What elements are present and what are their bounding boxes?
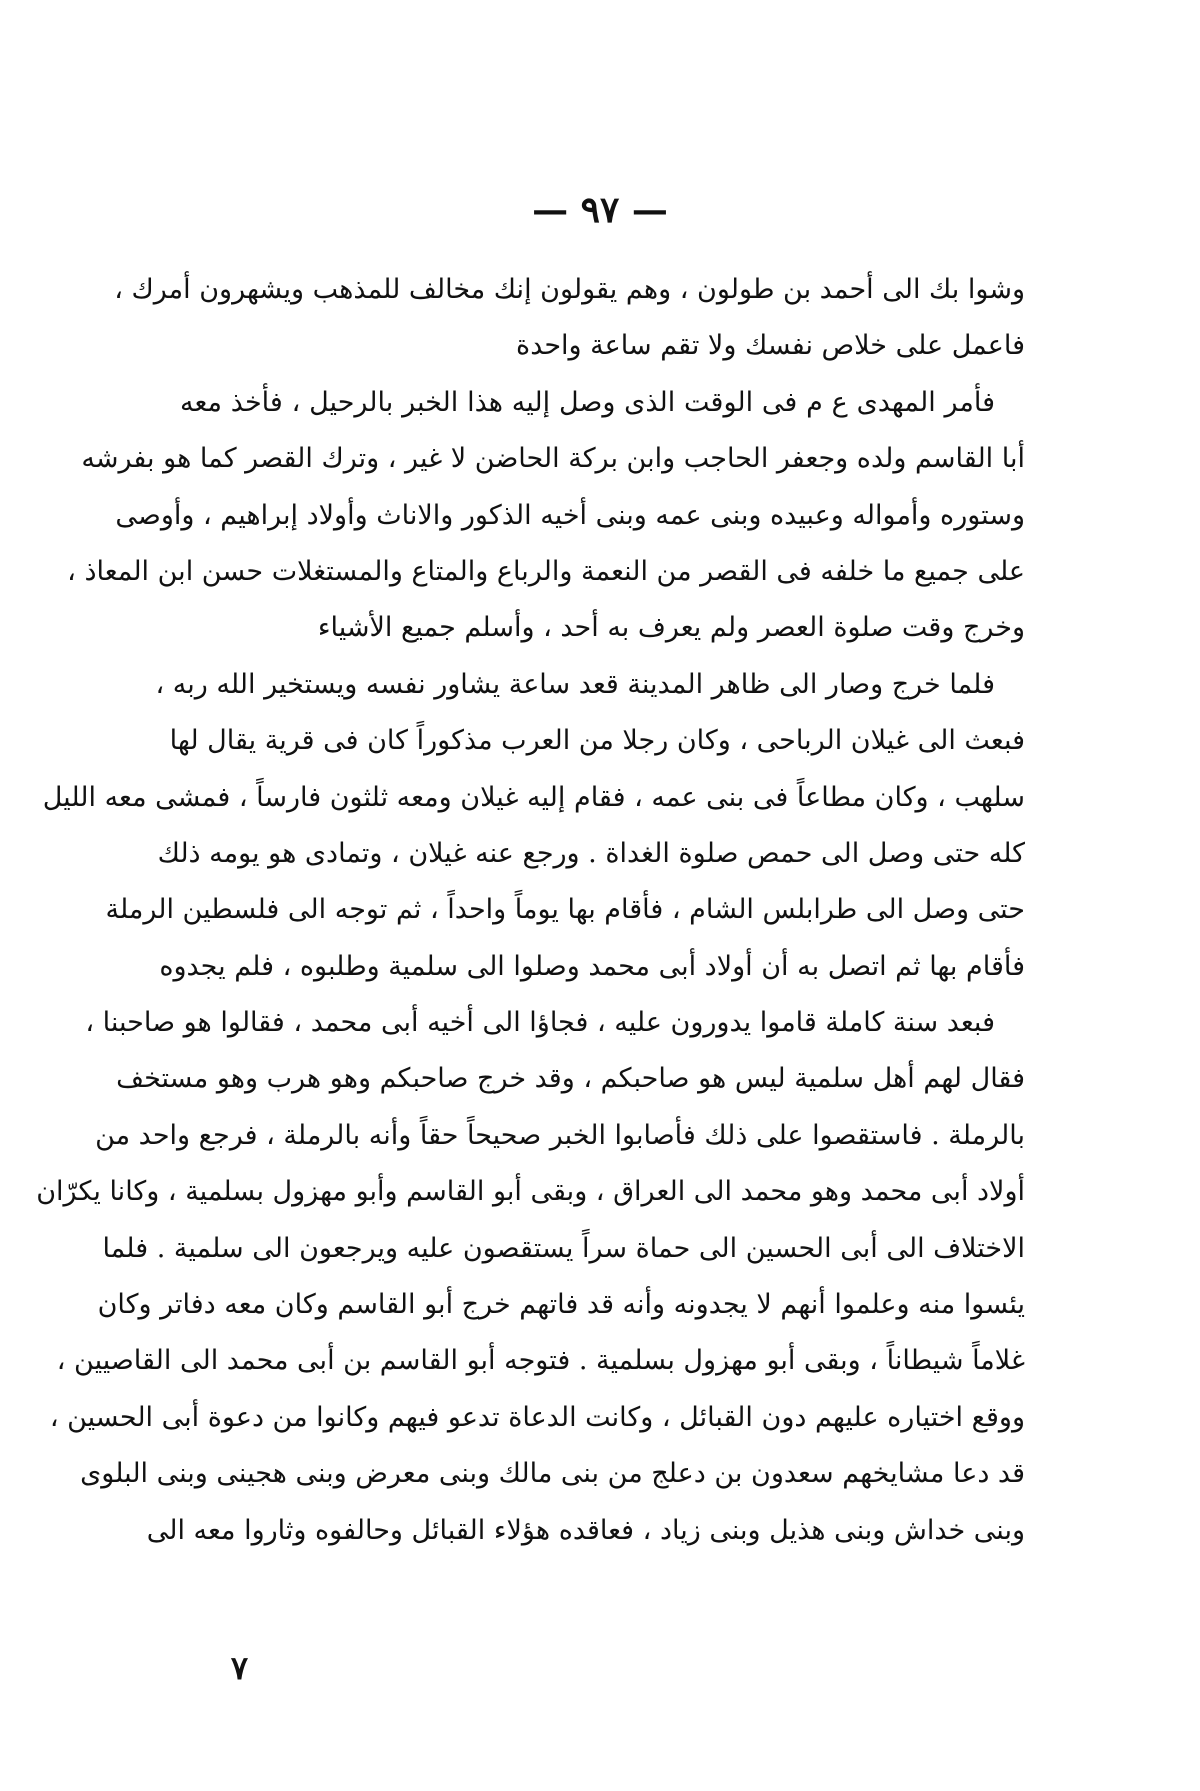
text-line: فبعث الى غيلان الرباحى ، وكان رجلا من العرب مذكوراً كان فى قرية يقال لها bbox=[169, 725, 1025, 757]
text-line: سلهب ، وكان مطاعاً فى بنى عمه ، فقام إليه غيلان ومعه ثلثون فارساً ، فمشى معه الليل bbox=[42, 781, 1025, 813]
text-line: أولاد أبى محمد وهو محمد الى العراق ، وبقى أبو القاسم وأبو مهزول بسلمية ، وكانا يكرّان bbox=[36, 1176, 1025, 1208]
text-line: فأمر المهدى ع م فى الوقت الذى وصل إليه هذا الخبر بالرحيل ، فأخذ معه bbox=[180, 386, 995, 418]
text-line: كله حتى وصل الى حمص صلوة الغداة . ورجع عنه غيلان ، وتمادى هو يومه ذلك bbox=[157, 837, 1025, 869]
page-number: — ٩٧ — bbox=[532, 189, 668, 231]
text-line: يئسوا منه وعلموا أنهم لا يجدونه وأنه قد فاتهم خرج أبو القاسم وكان معه دفاتر وكان bbox=[97, 1289, 1025, 1321]
text-line: وشوا بك الى أحمد بن طولون ، وهم يقولون إنك مخالف للمذهب ويشهرون أمرك ، bbox=[114, 274, 1025, 305]
text-line: الاختلاف الى أبى الحسين الى حماة سراً يستقصون عليه ويرجعون الى سلمية . فلما bbox=[102, 1232, 1025, 1264]
text-line: على جميع ما خلفه فى القصر من النعمة والرباع والمتاع والمستغلات حسن ابن المعاذ ، bbox=[67, 555, 1025, 587]
text-line: فقال لهم أهل سلمية ليس هو صاحبكم ، وقد خرج صاحبكم وهو هرب وهو مستخف bbox=[116, 1063, 1025, 1095]
text-line: فأقام بها ثم اتصل به أن أولاد أبى محمد وصلوا الى سلمية وطلبوه ، فلم يجدوه bbox=[159, 950, 1025, 982]
text-line: وستوره وأمواله وعبيده وبنى عمه وبنى أخيه الذكور والاناث وأولاد إبراهيم ، وأوصى bbox=[115, 499, 1025, 531]
text-line: أبا القاسم ولده وجعفر الحاجب وابن بركة الحاضن لا غير ، وترك القصر كما هو بفرشه bbox=[81, 443, 1025, 475]
text-line: ووقع اختياره عليهم دون القبائل ، وكانت الدعاة تدعو فيهم وكانوا من دعوة أبى الحسين ، bbox=[49, 1401, 1025, 1433]
text-line: بالرملة . فاستقصوا على ذلك فأصابوا الخبر صحيحاً حقاً وأنه بالرملة ، فرجع واحد من bbox=[95, 1119, 1025, 1151]
text-line: قد دعا مشايخهم سعدون بن دعلج من بنى مالك وبنى معرض وبنى هجينى وبنى البلوى bbox=[80, 1458, 1025, 1490]
body-text bbox=[36, 262, 1025, 1559]
text-line: وبنى خداش وبنى هذيل وبنى زياد ، فعاقده هؤلاء القبائل وحالفوه وثاروا معه الى bbox=[146, 1514, 1025, 1546]
text-line: فاعمل على خلاص نفسك ولا تقم ساعة واحدة bbox=[516, 330, 1025, 362]
text-line: حتى وصل الى طرابلس الشام ، فأقام بها يوماً واحداً ، ثم توجه الى فلسطين الرملة bbox=[105, 894, 1025, 926]
text-line: فلما خرج وصار الى ظاهر المدينة قعد ساعة يشاور نفسه ويستخير الله ربه ، bbox=[155, 668, 995, 700]
text-line: وخرج وقت صلوة العصر ولم يعرف به أحد ، وأسلم جميع الأشياء bbox=[317, 612, 1025, 644]
text-line: غلاماً شيطاناً ، وبقى أبو مهزول بسلمية . فتوجه أبو القاسم بن أبى محمد الى القاصيين ، bbox=[56, 1345, 1025, 1377]
signature-mark: ٧ bbox=[230, 1649, 248, 1687]
text-line: فبعد سنة كاملة قاموا يدورون عليه ، فجاؤا الى أخيه أبى محمد ، فقالوا هو صاحبنا ، bbox=[85, 1007, 995, 1039]
